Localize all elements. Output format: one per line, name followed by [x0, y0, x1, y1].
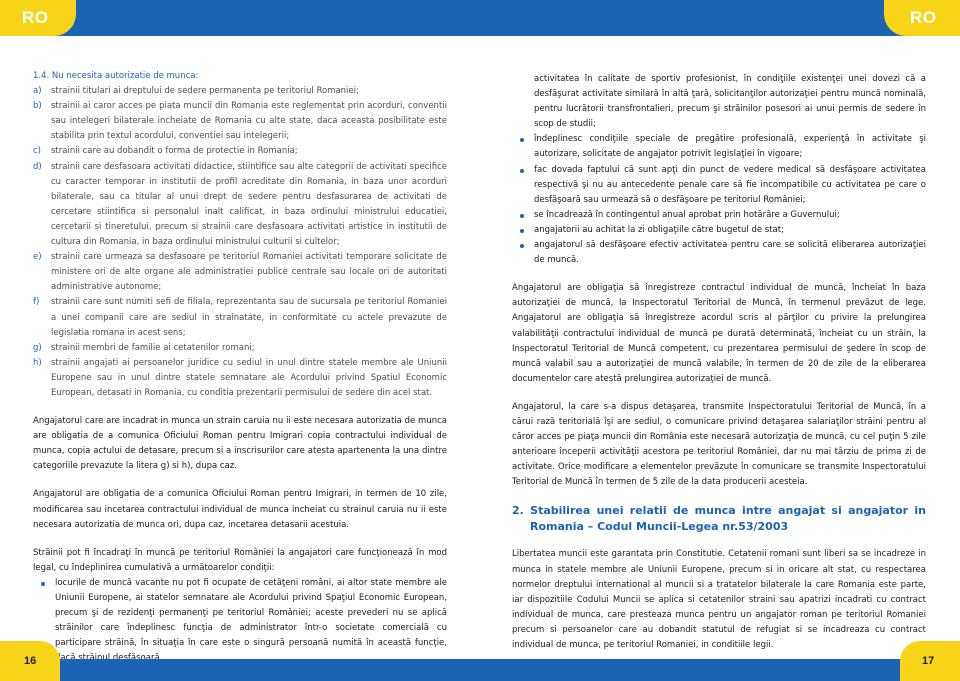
list-item-text: fac dovada faptului că sunt apţi din punct de vedere medical să desfăşoare activitatea respectivă şi nu au antecedente penale care să fie incompatibile cu activitatea pe care o desfăşoară sau urmează să o desfăşoare pe teritoriul României; — [534, 164, 926, 205]
list-item-text: strainii care desfasoara activitati didactice, stiintifice sau alte categorii de activitati specifice cu caracter temporar in institutii de profil acreditate din Romania, in baza unor acorduri bilaterale, sau ca titular al unui drept de sedere pentru desfasurarea de activitati de cercetare stiintifica si personalul inalt calificat, in baza ordinului ministrului educatiei, cercetarii si tineretului, precum si strainii care desfasoara activitati artistice in institutii de cultura din Romania, in baza ordinului ministrului culturii si cultelor; — [51, 161, 447, 248]
list-item-text: îndeplinesc condiţiile speciale de pregătire profesională, experienţă în activitate şi autorizare, solicitate de angajator potrivit legislaţiei în vigoare; — [534, 134, 926, 160]
paragraph: Angajatorul are obligatia de a comunica Oficiului Roman pentru Imigrari, in termen de 10 zile, modificarea sau incetarea contractului individual de munca incheiat cu strainul caruia nu ii este necesara autorizatia de munca ori, dupa caz, incetarea detasarii acestuia. — [33, 489, 447, 530]
list-item-text: strainii care au dobandit o forma de protectie in Romania; — [51, 146, 298, 157]
list-item — [512, 132, 926, 162]
list-marker: d) — [33, 161, 42, 172]
list-item — [33, 295, 447, 340]
footer-bar — [0, 659, 960, 681]
page-number-right: 17 — [900, 641, 960, 681]
list-item-text: strainii titulari ai dreptului de sedere permanenta pe teritoriul Romaniei; — [51, 86, 359, 97]
list-marker: b) — [33, 101, 42, 112]
list-marker: e) — [33, 252, 42, 263]
left-page-column — [33, 69, 447, 666]
paragraph: Angajatorul are obligaţia să înregistreze contractul individual de muncă, încheiat în baza autorizaţiei de muncă, la Inspectoratul Teritorial de Muncă, în termenul prevăzut de lege. Angajatorul are obligaţia să înregistreze acordul scris al părţilor cu privire la prelungirea valabilităţii contractului individual de muncă pe durată determinată, încheiat cu un străin, la Inspectoratul Teritorial de Muncă competent, cu prezentarea permisului de şedere în scop de muncă valabil sau a autorizaţiei de muncă valabile, în termen de 20 de zile de la eliberarea documentelor care atestă prelungirea autorizaţiei de muncă. — [512, 283, 926, 384]
list-item-text: strainii membri de familie ai cetatenilor romani; — [51, 342, 255, 353]
bullet-icon — [520, 214, 524, 218]
list-item — [33, 356, 447, 401]
list-item-text: strainii care urmeaza sa desfasoare pe teritoriul Romaniei activitati temporare solicitate de ministere ori de alte organe ale administratiei publice centrale sau locale ori de autoritati administrative autonome; — [51, 252, 447, 293]
exemption-list — [33, 84, 447, 401]
paragraph: Străinii pot fi încadraţi în muncă pe teritoriul României la angajatori care funcţionează în mod legal, cu îndeplinirea cumulativă a următoarelor condiţii: — [33, 547, 447, 573]
bullet-icon — [520, 229, 524, 233]
list-item-text: angajatorul să desfăşoare efectiv activitatea pentru care se solicită eliberarea autorizaţiei de muncă. — [534, 240, 926, 266]
paragraph: Angajatorul, la care s-a dispus detaşarea, transmite Inspectoratului Teritorial de Muncă, în a cărui rază teritorială îşi are sediul, o comunicare privind detaşarea salariaţilor străini pentru al căror acces pe piaţa muncii din România este necesară autorizaţia de muncă, cu cel puţin 5 zile anterioare începerii activităţii acestora pe teritoriul României, dar nu mai târziu de prima zi de activitate. Orice modificare a elementelor prevăzute în comunicare se transmite Inspectoratului Teritorial de Muncă în termen de 5 zile de la data producerii acesteia. — [512, 401, 926, 488]
paragraph: Angajatorul care are incadrat in munca un strain caruia nu ii este necesara autorizatia de munca are obligatia de a comunica Oficiului Roman pentru Imigrari copia contractului individual de munca, copia actului de detasare, precum si a inscrisurilor care atesta apartenenta la una dintre categoriile prevazute la litera g) si h), dupa caz. — [33, 416, 447, 472]
list-item — [33, 84, 447, 99]
language-tab-right: RO — [884, 0, 960, 36]
list-marker: c) — [33, 146, 41, 157]
list-item-text: strainii angajati ai persoanelor juridice cu sediul in unul dintre statele membre ale Uniunii Europene sau in unul dintre statele semnatare ale Acordului privind Spatiul Economic European, detasati in Romania, cu conditia prezentarii permisului de sedere din acel stat. — [51, 357, 447, 398]
list-item — [512, 223, 926, 238]
continued-text: activitatea în calitate de sportiv profesionist, în condiţiile existenţei unei dovezi că a desfăşurat activitate similară în altă ţară, solicitanţilor autorizaţiei pentru muncă nominală, pentru lucrătorii transfrontalieri, precum şi străinilor posesori ai unui permis de sedere în scop de studii; — [534, 74, 926, 130]
bullet-icon — [520, 244, 524, 248]
list-marker: a) — [33, 86, 42, 97]
list-item — [512, 238, 926, 268]
list-item — [33, 250, 447, 295]
list-item-text: locurile de muncă vacante nu pot fi ocupate de cetăţeni români, ai altor state membre ale Uniunii Europene, ai statelor semnatare ale Acordului privind Spaţiul Economic European, precum şi de rezidenţi permanenţi pe teritoriul României; aceste prevederi nu se aplică străinilor care îndeplinesc funcţia de administrator într-o societate comercială cu participare străină, în situaţia în care este o singură persoană numită în această funcţie, — [55, 577, 447, 649]
list-item-text: se încadrează în contingentul anual aprobat prin hotărâre a Guvernului; — [534, 209, 840, 220]
conditions-list — [33, 576, 447, 667]
list-item-text: strainii ai caror acces pe piata muncii din Romania este reglementat prin acorduri, conventii sau intelegeri bilaterale incheiate de Romania cu alte state, daca aceasta posibilitate este stabilita prin textul acordului, conventiei sau intelegerii; — [51, 101, 447, 142]
list-marker: h) — [33, 357, 42, 368]
list-item — [33, 99, 447, 144]
list-item — [33, 341, 447, 356]
header-bar — [0, 0, 960, 36]
bullet-icon — [520, 169, 524, 173]
right-page-column — [512, 72, 926, 653]
bullet-icon — [520, 138, 524, 142]
list-item — [33, 160, 447, 251]
list-item — [512, 163, 926, 208]
section-heading: 2. Stabilirea unei relatii de munca intre angajat si angajator in Romania – Codul Muncii-Legea nr.53/2003 — [512, 504, 926, 533]
list-marker: g) — [33, 342, 42, 353]
page-number-left: 16 — [0, 641, 60, 681]
list-item — [512, 208, 926, 223]
list-item — [33, 144, 447, 159]
bullet-icon — [41, 582, 45, 586]
list-item-text: strainii care sunt numiti sefi de filiala, reprezentanta sau de sucursala pe teritoriul Romaniei a unei companii care are sediul in strainatate, in conformitate cu actele prevazute de legislatia romana in acest sens; — [51, 297, 447, 338]
section-heading: 1.4. Nu necesita autorizatie de munca: — [33, 71, 199, 81]
paragraph: Libertatea muncii este garantata prin Constitutie. Cetatenii romani sunt liberi sa se incadreze in munca in statele membre ale Uniunii Europene, precum si in oricare alt stat, cu respectarea normelor dreptului international al muncii si a tratatelor bilaterale la care Romania este parte, iar dispozitiile Codului Muncii se aplica si cetatenilor straini sau apatrizi incadrati cu contract individual de munca, care presteaza munca pentru un angajator roman pe teritoriul Romaniei precum si persoanelor care au dobandit statutul de refugiat si se incadreaza cu contract individual de munca, pe teritoriul Romaniei, in conditiile legii. — [512, 549, 926, 650]
list-item — [33, 576, 447, 667]
language-tab-left: RO — [0, 0, 76, 36]
conditions-list-continued — [512, 132, 926, 268]
list-item-text: angajatorii au achitat la zi obligaţiile către bugetul de stat; — [534, 224, 784, 235]
list-marker: f) — [33, 297, 40, 308]
